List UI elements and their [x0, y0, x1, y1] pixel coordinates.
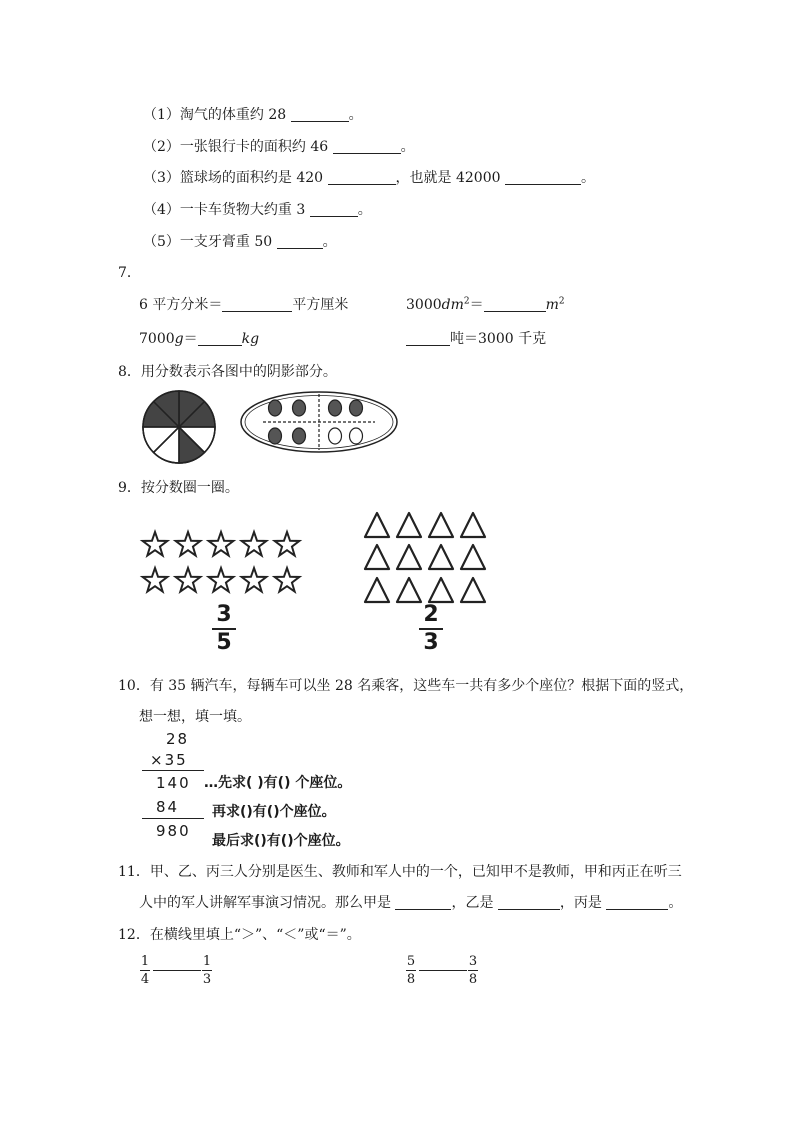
q6-item-2-text: （2）一张银行卡的面积约 46: [143, 139, 329, 155]
answer-blank[interactable]: [333, 139, 401, 154]
q7-b-unit2: m: [545, 297, 559, 313]
calc-multiplier: ×35: [150, 751, 188, 769]
answer-blank[interactable]: [484, 297, 546, 312]
answer-blank[interactable]: [395, 895, 451, 910]
answer-blank[interactable]: [198, 331, 242, 346]
calc-line: [142, 818, 204, 819]
calc-step-3: 最后求()有()个座位。: [212, 833, 350, 849]
q7-number: 7．: [118, 265, 141, 281]
q6-item-3-end: 。: [581, 170, 595, 186]
q7-d-text: 吨＝3000 千克: [450, 331, 547, 347]
fraction-three-eighths: [468, 954, 478, 987]
fraction-numerator: 5: [406, 954, 416, 969]
answer-blank[interactable]: [277, 234, 323, 249]
answer-blank[interactable]: [406, 331, 450, 346]
calc-partial-1: 140: [156, 774, 191, 792]
q6-item-2-end: 。: [400, 139, 415, 155]
q7-b-unit: dm: [441, 297, 464, 313]
calc-multiplicand: 28: [166, 730, 190, 748]
answer-blank[interactable]: [498, 895, 560, 910]
q6-item-1-text: （1）淘气的体重约 28: [143, 107, 287, 123]
q6-item-1-end: 。: [348, 107, 363, 123]
q6-item-3-mid: ，也就是 42000: [395, 170, 501, 186]
q11-text-a: 人中的军人讲解军事演习情况。那么甲是: [139, 895, 391, 911]
q6-item-3-text: （3）篮球场的面积约是 420: [143, 170, 324, 186]
fraction-denominator: 8: [406, 972, 416, 987]
q6-item-3: [143, 167, 595, 187]
q11-text-c: ，丙是: [559, 895, 602, 911]
q7-b-value: 3000: [406, 297, 442, 313]
q11-prompt-line-2: [139, 892, 682, 912]
q7-c-value: 7000: [139, 331, 175, 347]
calc-step-2: 再求()有()个座位。: [212, 804, 336, 820]
answer-blank[interactable]: [328, 170, 396, 185]
q10-prompt-line-1: 10．有 35 辆汽车，每辆车可以坐 28 名乘客，这些车一共有多少个座位？根据下面的竖式，: [118, 678, 694, 694]
q10-prompt-line-2: 想一想，填一填。: [139, 709, 251, 725]
triangles-group: [360, 510, 494, 606]
q6-item-5-text: （5）一支牙膏重 50: [143, 234, 273, 250]
fraction-two-thirds: [419, 604, 443, 654]
fraction-numerator: 3: [216, 602, 232, 627]
fraction-denominator: 3: [202, 972, 212, 987]
q6-item-4: [143, 199, 372, 219]
calc-partial-2: 84: [156, 798, 180, 816]
q11-prompt-line-1: 11．甲、乙、丙三人分别是医生、教师和军人中的一个，已知甲不是教师，甲和丙正在听三: [118, 864, 682, 880]
q7-conversion-b: [406, 294, 565, 314]
fraction-numerator: 2: [423, 602, 439, 627]
q11-text-d: 。: [668, 895, 683, 911]
calc-product: 980: [156, 822, 191, 840]
oval-dots-figure: [238, 389, 400, 455]
fraction-denominator: 8: [468, 972, 478, 987]
compare-blank[interactable]: [153, 970, 201, 971]
q7-c-unit: g: [174, 331, 184, 347]
fraction-three-fifths: [212, 604, 236, 654]
calc-line: [142, 770, 204, 771]
q8-prompt: 8．用分数表示各图中的阴影部分。: [118, 364, 337, 380]
fraction-denominator: 4: [140, 972, 150, 987]
compare-blank[interactable]: [419, 970, 467, 971]
q7-c-equals: ＝: [183, 331, 198, 347]
q7-conversion-c: [139, 328, 259, 348]
q7-b-exponent2: 2: [558, 296, 565, 307]
q7-conversion-d: [406, 328, 546, 348]
answer-blank[interactable]: [310, 202, 358, 217]
fraction-denominator: 5: [216, 630, 232, 655]
answer-blank[interactable]: [222, 297, 292, 312]
q6-item-5: [143, 231, 337, 251]
q7-conversion-a: [139, 294, 348, 314]
answer-blank[interactable]: [606, 895, 668, 910]
fraction-numerator: 1: [202, 954, 212, 969]
fraction-five-eighths: [406, 954, 416, 987]
q12-prompt: 12．在横线里填上“＞”、“＜”或“＝”。: [118, 927, 361, 943]
fraction-denominator: 3: [423, 630, 439, 655]
q11-text-b: ，乙是: [451, 895, 494, 911]
q6-item-5-end: 。: [322, 234, 337, 250]
answer-blank[interactable]: [505, 170, 581, 185]
fraction-one-third: [202, 954, 212, 987]
fraction-numerator: 1: [140, 954, 150, 969]
fraction-one-quarter: [140, 954, 150, 987]
q6-item-4-text: （4）一卡车货物大约重 3: [143, 202, 306, 218]
q7-b-exponent: 2: [463, 296, 470, 307]
q6-item-1: [143, 104, 363, 124]
q7-a-unit: 平方厘米: [292, 297, 349, 313]
answer-blank[interactable]: [291, 107, 349, 122]
fraction-numerator: 3: [468, 954, 478, 969]
q7-a-text: 6 平方分米＝: [139, 297, 223, 313]
q7-c-unit2: kg: [241, 331, 260, 347]
q6-item-2: [143, 136, 415, 156]
shaded-circle-figure: [140, 388, 218, 466]
q6-item-4-end: 。: [357, 202, 372, 218]
calc-step-1: …先求( )有() 个座位。: [204, 775, 352, 791]
q7-b-equals: ＝: [469, 297, 484, 313]
stars-group: [138, 528, 306, 600]
q9-prompt: 9．按分数圈一圈。: [118, 480, 239, 496]
